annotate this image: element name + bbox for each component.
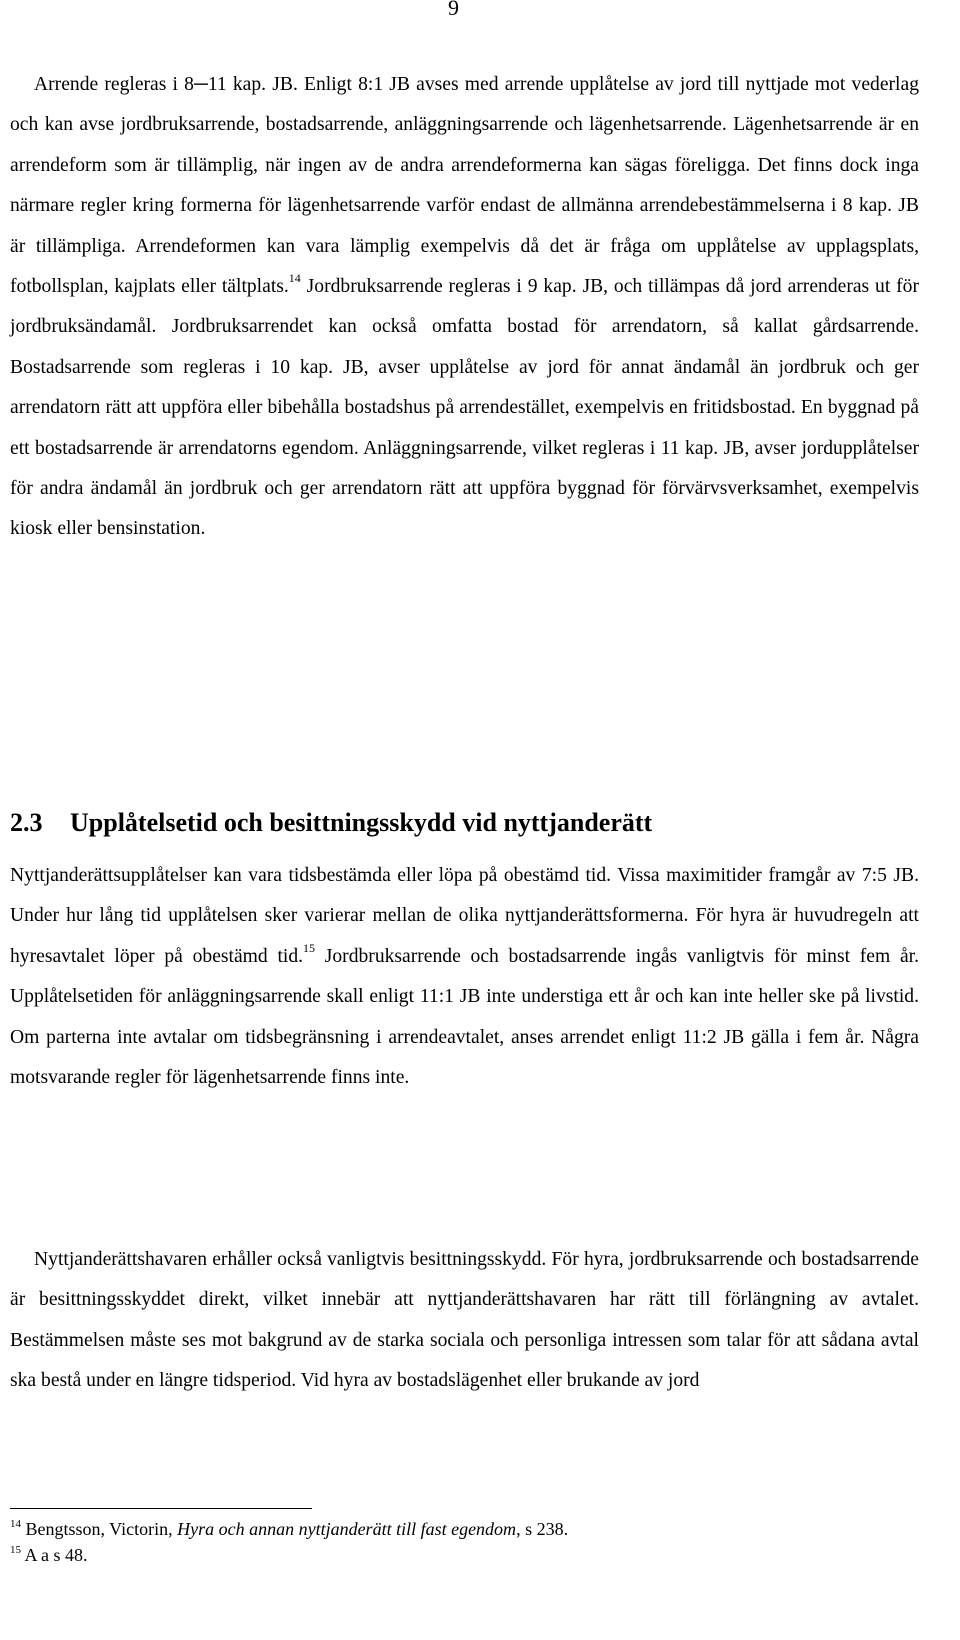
footnote-text: A a s 48. <box>24 1545 88 1565</box>
footnotes <box>10 1516 919 1568</box>
footnote-work-title: Hyra och annan nyttjanderätt till fast egendom <box>177 1519 517 1539</box>
paragraph-text: Nyttjanderättshavaren erhåller också vanligtvis besittningsskydd. För hyra, jordbruksarrende och bostadsarrende är besittningsskyddet direkt, vilket innebär att nyttjanderättshavaren har rätt till förlängning av avtalet. Bestämmelsen måste ses mot bakgrund av de starka sociala och personliga intressen som talar för att sådana avtal ska bestå under en längre tidsperiod. Vid hyra av bostadslägenhet eller brukande av jord <box>10 1249 919 1392</box>
section-number: 2.3 <box>10 808 43 837</box>
section-heading <box>10 800 652 846</box>
footnote-separator <box>10 1508 312 1509</box>
section-title: Upplåtelsetid och besittningsskydd vid nyttjanderätt <box>70 808 653 837</box>
footnote <box>10 1516 919 1542</box>
page-number: 9 <box>448 0 459 20</box>
footnote-page: , s 238. <box>516 1519 569 1539</box>
paragraph-text: Jordbruksarrende och bostadsarrende ingås vanligtvis för minst fem år. Upplåtelsetiden för anläggningsarrende skall enligt 11:1 JB inte understiga ett år och kan inte heller ske på livstid. Om parterna inte avtalar om tidsbegränsning i arrendeavtalet, anses arrendet enligt 11:2 JB gälla i fem år. Några motsvarande regler för lägenhetsarrende finns inte. <box>10 945 919 1089</box>
paragraph-arrende <box>10 65 919 550</box>
footnote-number: 14 <box>10 1518 21 1530</box>
footnote-reference: 15 <box>303 940 316 955</box>
paragraph-text: Arrende regleras i 8─11 kap. JB. Enligt 8:1 JB avses med arrende upplåtelse av jord till nyttjade mot vederlag och kan avse jordbruksarrende, bostadsarrende, anläggningsarrende och lägenhetsarrende. Lägenhetsarrende är en arrendeform som är tillämplig, när ingen av de andra arrendeformerna kan sägas föreligga. Det finns dock inga närmare regler kring formerna för lägenhetsarrende varför endast de allmänna arrendebestämmelserna i 8 kap. JB är tillämpliga. Arrendeformen kan vara lämplig exempelvis då det är fråga om upplåtelse av upplagsplats, fotbollsplan, kajplats eller tältplats. <box>10 74 919 298</box>
paragraph-text: Jordbruksarrende regleras i 9 kap. JB, och tillämpas då jord arrenderas ut för jordbruksändamål. Jordbruksarrendet kan också omfatta bostad för arrendatorn, så kallat gårdsarrende. Bostadsarrende som regleras i 10 kap. JB, avser upplåtelse av jord för annat ändamål än jordbruk och ger arrendatorn rätt att uppföra eller bibehålla bostadshus på arrendestället, exempelvis en fritidsbostad. En byggnad på ett bostadsarrende är arrendatorns egendom. Anläggningsarrende, vilket regleras i 11 kap. JB, avser jordupplåtelser för andra ändamål än jordbruk och ger arrendatorn rätt att uppföra byggnad för förvärvsverksamhet, exempelvis kiosk eller bensinstation. <box>10 276 919 540</box>
footnote <box>10 1542 919 1568</box>
paragraph-besittningsskydd <box>10 1240 919 1402</box>
footnote-author: Bengtsson, Victorin, <box>25 1519 178 1539</box>
paragraph-upplatelsetid <box>10 856 919 1098</box>
footnote-reference: 14 <box>288 271 301 286</box>
footnote-number: 15 <box>10 1544 21 1556</box>
paragraph-text: Nyttjanderättsupplåtelser kan vara tidsbestämda eller löpa på obestämd tid. Vissa maximitider framgår av 7:5 JB. Under hur lång tid upplåtelsen sker varierar mellan de olika nyttjanderättsformerna. För hyra är huvudregeln att hyresavtalet löper på obestämd tid. <box>10 865 919 967</box>
